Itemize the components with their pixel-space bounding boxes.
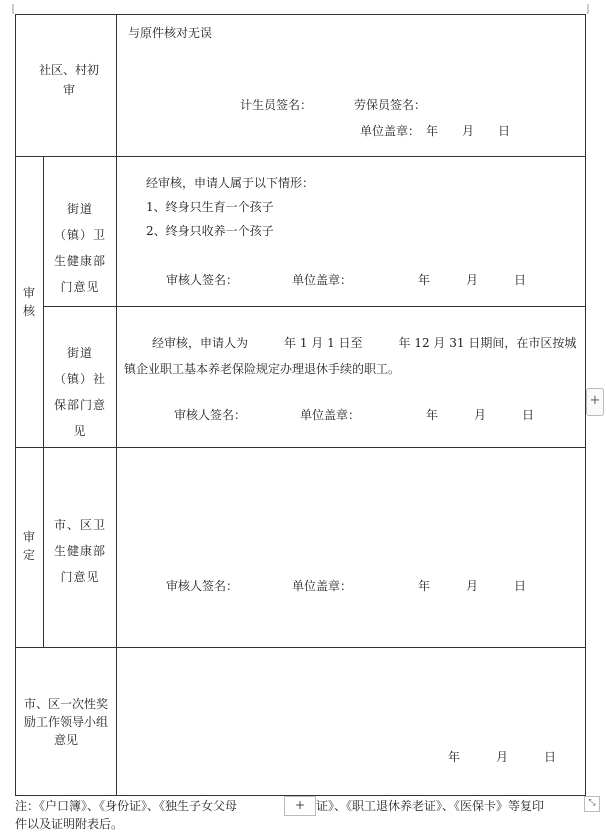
street-health-signature-line[interactable]: 审核人签名： 单位盖章： 年 月 日 xyxy=(166,273,527,287)
street-health-option-1[interactable]: 1、终身只生育一个孩子 xyxy=(146,200,274,214)
review-group-label: 审核 xyxy=(22,286,35,318)
note-line-1a: 注：《户口簿》、《身份证》、《独生子女父母 xyxy=(15,799,238,813)
approval-group-label: 审定 xyxy=(22,530,35,562)
city-leader-label: 市、区一次性奖励工作领导小组意见 xyxy=(23,697,108,747)
street-health-option-2[interactable]: 2、终身只收养一个孩子 xyxy=(146,224,274,238)
street-health-label: 街道（镇）卫生健康部门意见 xyxy=(53,202,106,294)
table-add-row-plus-icon[interactable]: + xyxy=(284,796,316,816)
city-leader-date-line[interactable]: 年 月 日 xyxy=(448,750,557,764)
note-line-1b: 证》、《职工退休养老证》、《医保卡》等复印 xyxy=(316,799,545,813)
street-social-signature-line[interactable]: 审核人签名： 单位盖章： 年 月 日 xyxy=(174,408,535,422)
community-seal-date[interactable]: 单位盖章： 年 月 日 xyxy=(360,124,511,138)
table-add-column-plus-icon[interactable]: + xyxy=(586,388,604,416)
street-social-label: 街道（镇）社保部门意见 xyxy=(53,346,106,438)
street-health-intro: 经审核，申请人属于以下情形： xyxy=(146,176,315,190)
corner-mark-top-left xyxy=(4,4,14,14)
table-resize-handle-icon[interactable]: ⤡ xyxy=(584,796,600,812)
community-signatures[interactable]: 计生员签名： 劳保员签名： xyxy=(240,98,427,112)
corner-mark-top-right xyxy=(587,4,597,14)
city-health-signature-line[interactable]: 审核人签名： 单位盖章： 年 月 日 xyxy=(166,579,527,593)
community-review-label: 社区、村初审 xyxy=(38,63,99,97)
street-social-body: 经审核，申请人为 年 1 月 1 日至 年 12 月 31 日期间，在市区按城镇企业职工基本养老保险规定办理退休手续的职工。 xyxy=(124,336,577,376)
note-line-2: 件以及证明附表后。 xyxy=(15,817,124,831)
verify-text: 与原件核对无误 xyxy=(128,26,213,40)
city-health-label: 市、区卫生健康部门意见 xyxy=(53,518,106,584)
